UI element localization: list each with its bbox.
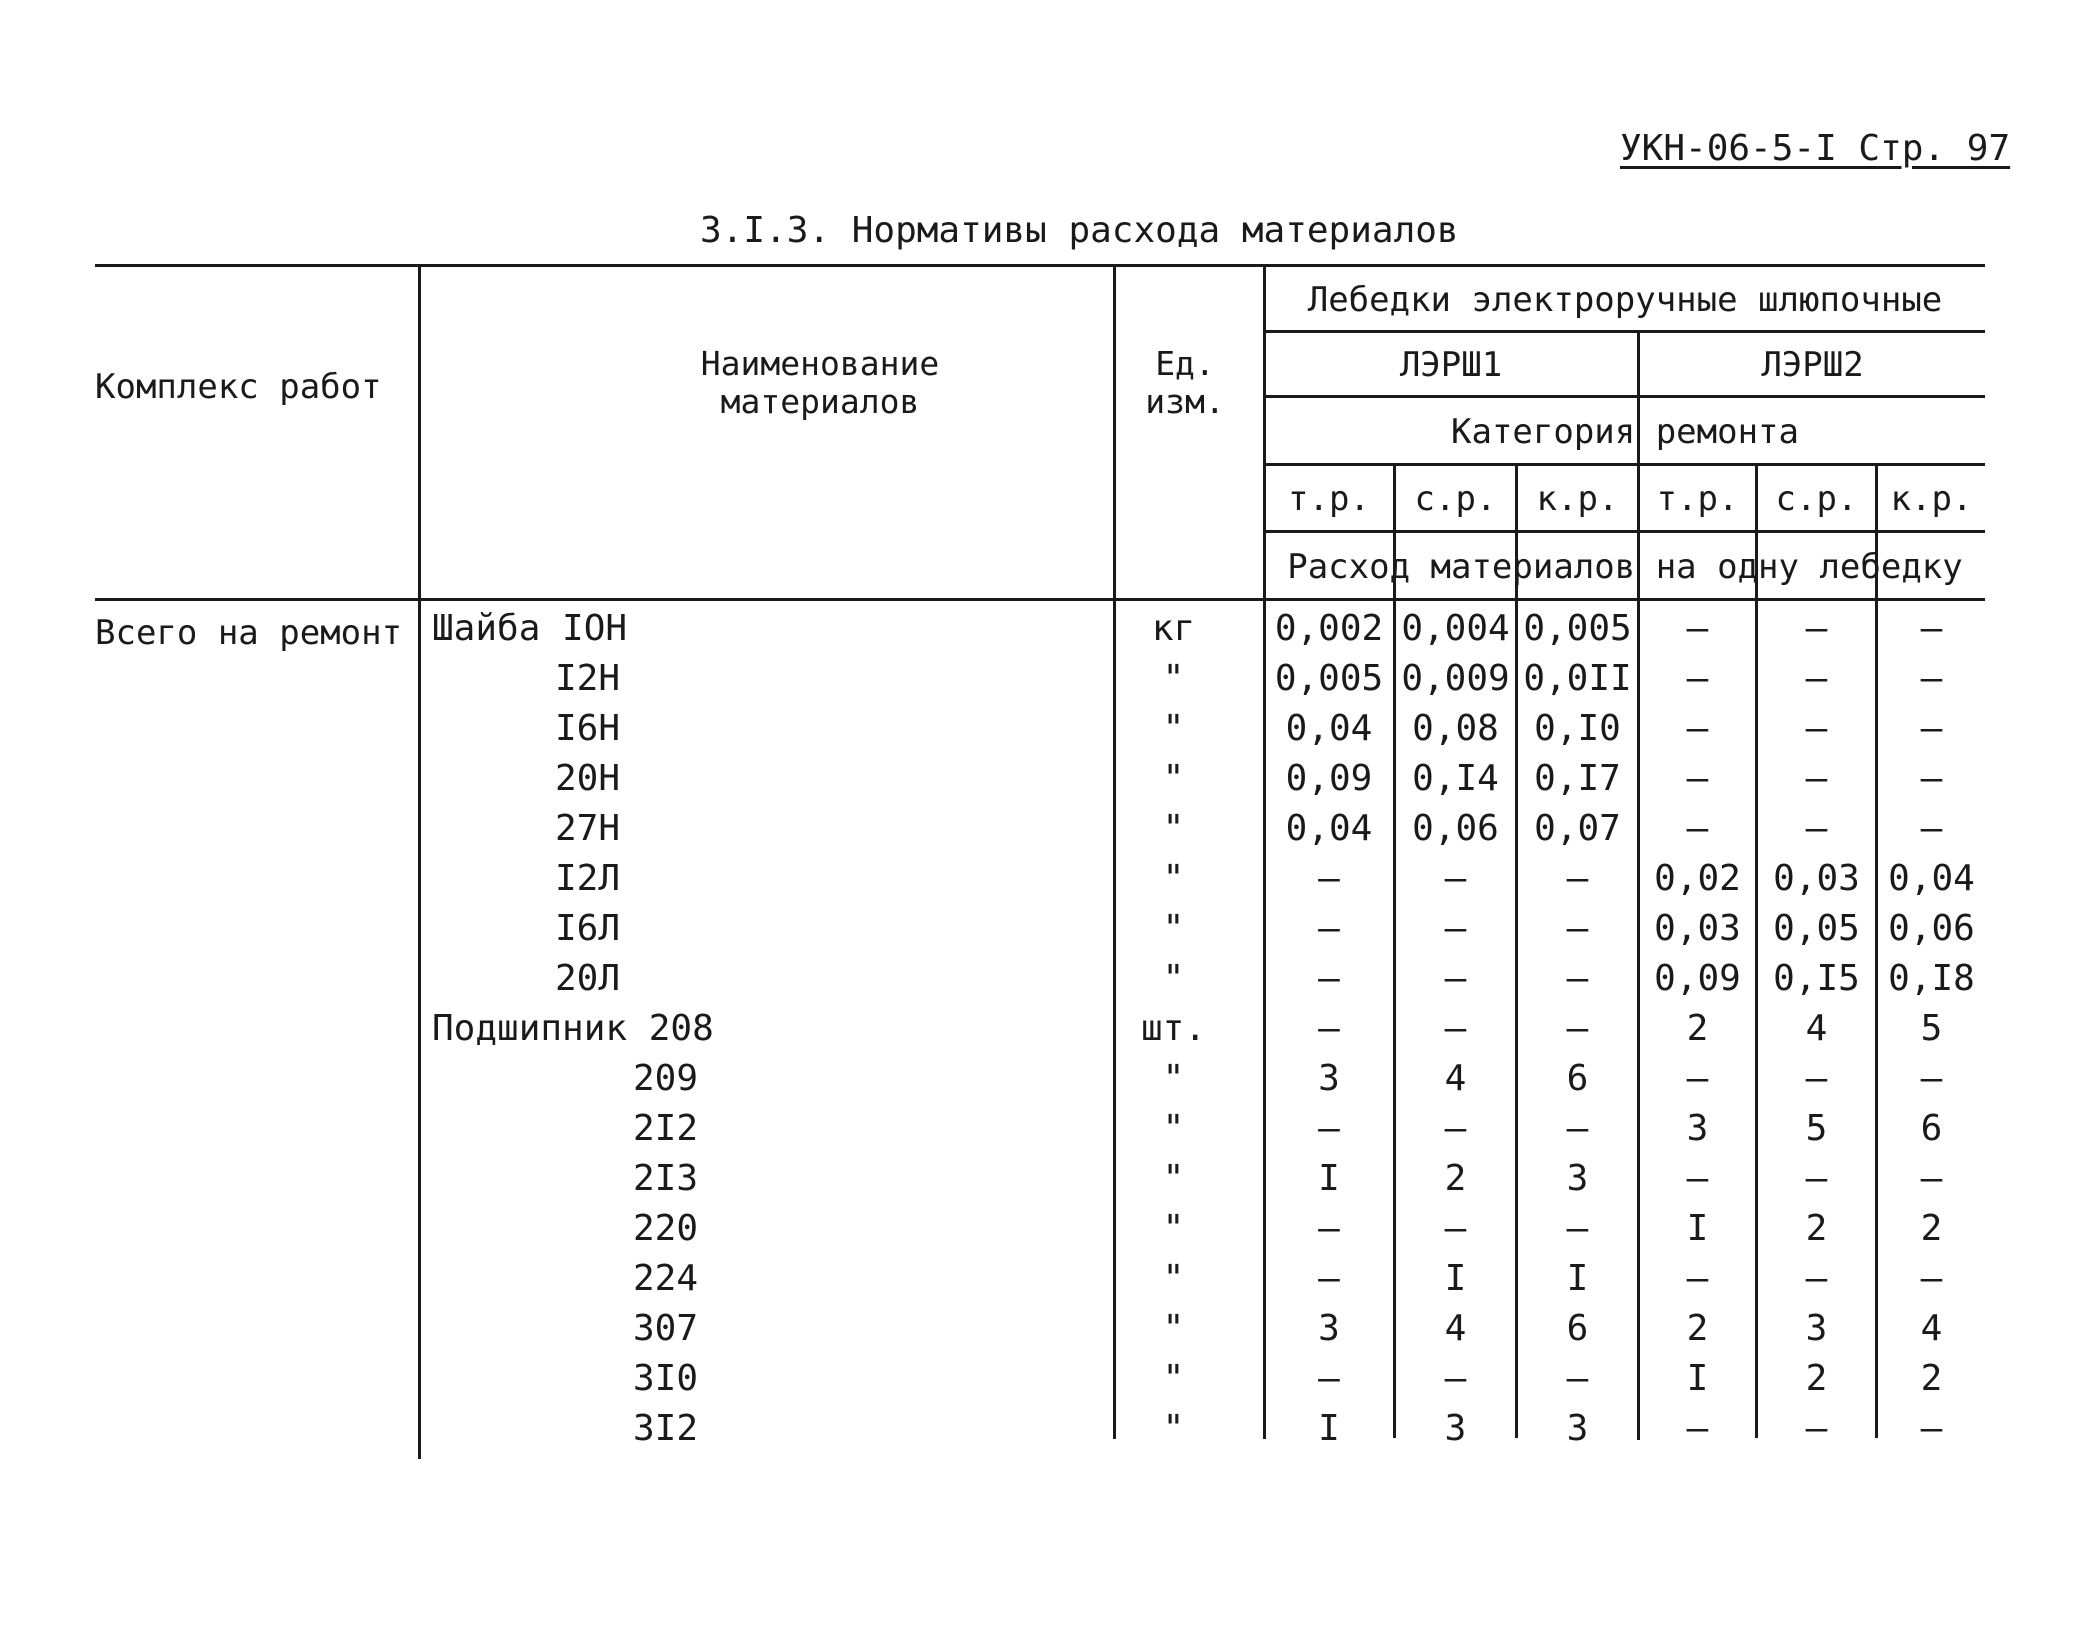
value-cell: 2: [1920, 1358, 1943, 1399]
value-cell: –: [1444, 908, 1467, 949]
value-cell: 0,04: [1285, 708, 1373, 749]
header-col-1: т.р.: [1288, 479, 1370, 519]
header-col-4: т.р.: [1656, 479, 1739, 519]
value-cell: 0,06: [1412, 808, 1499, 849]
value-cell: 0,09: [1285, 758, 1373, 799]
value-cell: 2: [1686, 1308, 1709, 1349]
value-cell: –: [1444, 1208, 1467, 1249]
value-cell: –: [1920, 608, 1943, 649]
value-cell: 0,004: [1401, 608, 1510, 649]
header-col-6: к.р.: [1890, 479, 1973, 519]
value-cell: 0,002: [1274, 608, 1384, 649]
value-cell: 0,I0: [1534, 708, 1621, 749]
rule-top: [95, 264, 1985, 267]
header-category: Категория ремонта: [1451, 412, 1799, 452]
value-cell: –: [1805, 1158, 1828, 1199]
unit-value: ": [1162, 1358, 1185, 1399]
value-cell: –: [1805, 658, 1828, 699]
value-cell: 3: [1566, 1158, 1589, 1199]
unit-value: ": [1162, 658, 1185, 699]
unit-value: ": [1162, 1408, 1185, 1449]
value-cell: 0,005: [1523, 608, 1632, 649]
value-cell: –: [1920, 758, 1943, 799]
value-cell: –: [1920, 1258, 1943, 1299]
value-cell: I: [1318, 1158, 1340, 1199]
value-cell: 3: [1566, 1408, 1589, 1449]
value-cell: 3: [1444, 1408, 1467, 1449]
header-model-2: ЛЭРШ2: [1761, 345, 1864, 385]
value-cell: –: [1444, 858, 1467, 899]
rule-models: [1265, 395, 1985, 398]
value-cell: 2: [1686, 1008, 1709, 1049]
value-cell: –: [1686, 758, 1709, 799]
unit-value: ": [1162, 908, 1185, 949]
value-cell: 0,I5: [1773, 958, 1860, 999]
value-cell: –: [1686, 608, 1709, 649]
header-consumption: Расход материалов на одну лебедку: [1287, 547, 1963, 587]
value-cell: 6: [1566, 1308, 1589, 1349]
value-cell: 2: [1805, 1208, 1828, 1249]
value-cell: 4: [1444, 1308, 1467, 1349]
unit-value: ": [1162, 1158, 1185, 1199]
value-cell: –: [1805, 1408, 1828, 1449]
value-cell: 5: [1920, 1008, 1943, 1049]
value-cell: 0,08: [1412, 708, 1499, 749]
value-cell: I: [1318, 1408, 1340, 1449]
material-name: I6H: [555, 708, 621, 749]
material-name: I2Л: [555, 858, 621, 899]
value-cell: –: [1805, 608, 1828, 649]
value-cell: –: [1318, 1208, 1340, 1249]
value-cell: –: [1566, 908, 1589, 949]
value-cell: –: [1318, 1108, 1340, 1149]
value-cell: 0,04: [1285, 808, 1373, 849]
material-name: 27H: [555, 808, 621, 849]
value-cell: 0,02: [1654, 858, 1741, 899]
value-cell: 0,0II: [1523, 658, 1632, 699]
value-cell: –: [1444, 1008, 1467, 1049]
value-cell: –: [1686, 708, 1709, 749]
value-cell: 4: [1920, 1308, 1943, 1349]
material-name: 220: [633, 1208, 699, 1249]
material-name: I6Л: [555, 908, 621, 949]
unit-value: ": [1162, 1208, 1185, 1249]
unit-value: ": [1162, 1258, 1185, 1299]
unit-value: ": [1162, 758, 1185, 799]
value-cell: 0,I7: [1534, 758, 1621, 799]
value-cell: 0,09: [1654, 958, 1741, 999]
header-group: Лебедки электроручные шлюпочные: [1307, 280, 1943, 320]
material-name: 20Л: [555, 958, 621, 999]
value-cell: I: [1444, 1258, 1467, 1299]
material-name: 20H: [555, 758, 621, 799]
unit-value: ": [1162, 858, 1185, 899]
table-title: 3.I.3. Нормативы расхода материалов: [700, 210, 1459, 251]
material-name: 2I3: [633, 1158, 699, 1199]
value-cell: 3: [1686, 1108, 1709, 1149]
value-cell: –: [1318, 858, 1340, 899]
value-cell: –: [1920, 1408, 1943, 1449]
value-cell: –: [1686, 808, 1709, 849]
value-cell: –: [1566, 1358, 1589, 1399]
value-cell: 3: [1318, 1058, 1340, 1099]
value-cell: 0,I8: [1888, 958, 1975, 999]
unit-value: ": [1162, 708, 1185, 749]
value-cell: 6: [1920, 1108, 1943, 1149]
material-name: Подшипник 208: [432, 1008, 714, 1049]
value-cell: I: [1566, 1258, 1589, 1299]
header-col-5: с.р.: [1775, 479, 1858, 519]
material-name: 3I0: [633, 1358, 699, 1399]
value-cell: –: [1686, 1058, 1709, 1099]
page-reference: УКН-06-5-I Стр. 97: [1620, 128, 2011, 169]
value-cell: –: [1444, 1108, 1467, 1149]
value-cell: –: [1566, 958, 1589, 999]
value-cell: 3: [1805, 1308, 1828, 1349]
material-name: 307: [633, 1308, 699, 1349]
material-name: I2H: [555, 658, 621, 699]
header-col-2: с.р.: [1414, 479, 1497, 519]
unit-value: ": [1162, 1108, 1185, 1149]
unit-value: кг: [1151, 608, 1196, 649]
value-cell: –: [1318, 1358, 1340, 1399]
header-unit: Ед. изм.: [1145, 344, 1225, 421]
rule-group: [1265, 330, 1985, 333]
value-cell: 0,I4: [1412, 758, 1499, 799]
value-cell: –: [1686, 1258, 1709, 1299]
header-col-3: к.р.: [1536, 479, 1619, 519]
value-cell: –: [1686, 658, 1709, 699]
value-cell: –: [1318, 908, 1340, 949]
value-cell: 0,04: [1888, 858, 1975, 899]
material-name: 209: [633, 1058, 699, 1099]
material-name: 3I2: [633, 1408, 699, 1449]
value-cell: I: [1686, 1208, 1709, 1249]
value-cell: –: [1566, 1008, 1589, 1049]
value-cell: 2: [1444, 1158, 1467, 1199]
header-name: Наименование материалов: [700, 344, 940, 421]
value-cell: –: [1920, 658, 1943, 699]
unit-value: ": [1162, 958, 1185, 999]
value-cell: –: [1318, 1258, 1340, 1299]
value-cell: 2: [1920, 1208, 1943, 1249]
value-cell: –: [1805, 1258, 1828, 1299]
complex-value: Всего на ремонт: [95, 613, 403, 653]
vline-complex: [418, 264, 421, 1459]
value-cell: I: [1686, 1358, 1709, 1399]
value-cell: 0,009: [1401, 658, 1510, 699]
value-cell: –: [1805, 1058, 1828, 1099]
value-cell: –: [1805, 758, 1828, 799]
value-cell: –: [1318, 958, 1340, 999]
value-cell: 0,06: [1888, 908, 1975, 949]
header-complex: Комплекс работ: [95, 367, 382, 407]
value-cell: 0,03: [1654, 908, 1741, 949]
value-cell: –: [1920, 1058, 1943, 1099]
value-cell: –: [1444, 958, 1467, 999]
value-cell: –: [1566, 1208, 1589, 1249]
value-cell: 4: [1805, 1008, 1828, 1049]
unit-value: ": [1162, 1058, 1185, 1099]
value-cell: –: [1920, 1158, 1943, 1199]
value-cell: 0,07: [1534, 808, 1621, 849]
value-cell: 0,03: [1773, 858, 1860, 899]
header-model-1: ЛЭРШ1: [1399, 345, 1503, 385]
value-cell: 3: [1318, 1308, 1340, 1349]
value-cell: –: [1686, 1158, 1709, 1199]
unit-value: шт.: [1140, 1008, 1207, 1049]
material-name: 2I2: [633, 1108, 699, 1149]
unit-value: ": [1162, 808, 1185, 849]
value-cell: –: [1566, 858, 1589, 899]
value-cell: –: [1444, 1358, 1467, 1399]
value-cell: –: [1920, 708, 1943, 749]
value-cell: 5: [1805, 1108, 1828, 1149]
value-cell: –: [1805, 808, 1828, 849]
material-name: 224: [633, 1258, 699, 1299]
value-cell: –: [1318, 1008, 1340, 1049]
value-cell: –: [1920, 808, 1943, 849]
value-cell: –: [1686, 1408, 1709, 1449]
value-cell: 0,05: [1773, 908, 1860, 949]
material-name: Шайба IOH: [432, 608, 628, 649]
value-cell: 2: [1805, 1358, 1828, 1399]
value-cell: –: [1805, 708, 1828, 749]
value-cell: –: [1566, 1108, 1589, 1149]
value-cell: 6: [1566, 1058, 1589, 1099]
rule-header-bottom: [95, 598, 1985, 601]
unit-value: ": [1162, 1308, 1185, 1349]
value-cell: 4: [1444, 1058, 1467, 1099]
value-cell: 0,005: [1274, 658, 1384, 699]
